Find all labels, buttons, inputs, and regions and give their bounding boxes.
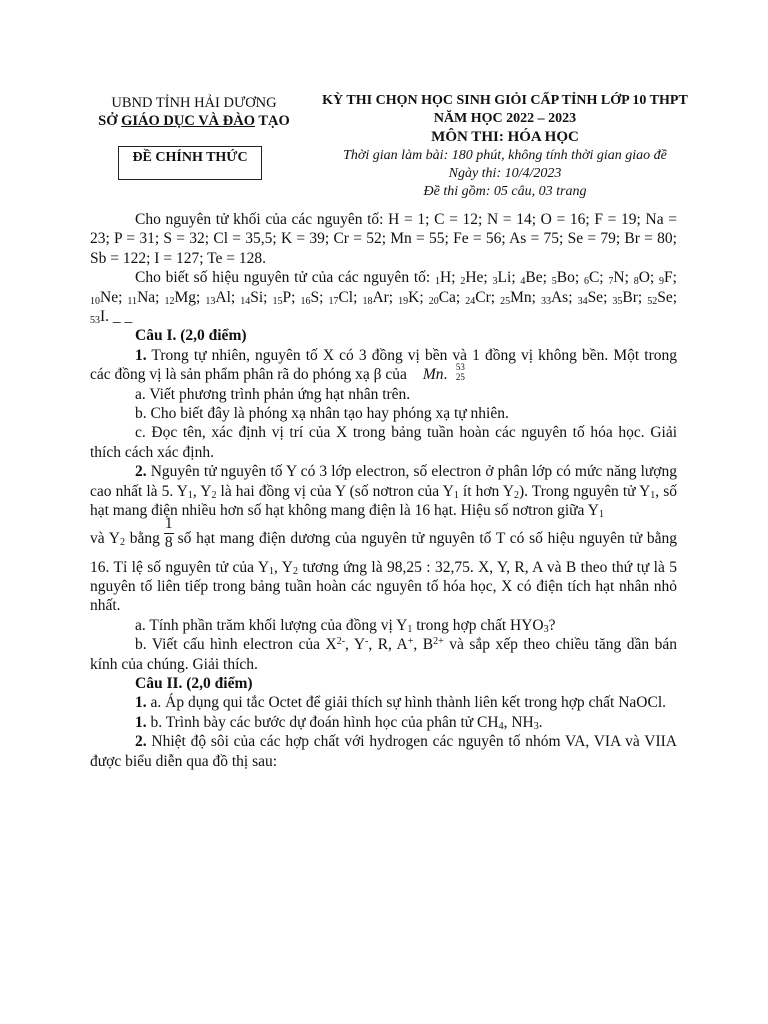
element-atomic-number: 12 [164,295,175,307]
issuer-department [80,112,308,130]
q1-part2-text: Nguyên tử nguyên tố Y có 3 lớp electron, số electron ở phân lớp có mức năng lượng cao nhất là 5. Y [90,463,677,500]
element-symbol: H [440,269,452,287]
element-li [493,269,512,286]
element-symbol: Se [657,288,673,306]
q1-2b-text: , Y [345,636,366,654]
element-symbol: Bo [556,269,575,287]
element-symbol: Ca [438,288,456,306]
subscript: 1 [650,489,656,501]
element-atomic-number: 2 [460,276,466,288]
element-atomic-number: 1 [435,276,441,288]
q1-2b [90,635,677,674]
element-atomic-number: 18 [362,295,373,307]
exam-subject: MÔN THI: HÓA HỌC [431,129,579,145]
element-mn [500,289,532,306]
element-atomic-number: 17 [328,295,339,307]
element-atomic-number: 6 [583,276,589,288]
element-atomic-number: 4 [520,276,526,288]
q1-part1 [90,346,677,385]
element-atomic-number: 35 [612,295,623,307]
q1-1a: a. Viết phương trình phản ứng hạt nhân trên. [135,385,411,403]
q1-part2-text: , Y [274,558,293,576]
q2-2-number: 2. [135,733,147,751]
fraction-denominator: 8 [164,533,173,551]
element-o [634,269,650,286]
issuer-department-post: TẠO [255,113,290,129]
element-mg [164,289,196,306]
element-atomic-number: 9 [659,276,665,288]
element-atomic-number: 33 [540,295,551,307]
element-symbol: O [638,269,650,287]
element-i [90,308,109,325]
element-br [612,289,638,306]
element-symbol: Se [587,288,604,306]
element-symbol: Cl [338,288,354,306]
q1-2a [90,616,677,635]
element-atomic-number: 24 [465,295,476,307]
subscript: 1 [598,509,604,521]
element-be [520,269,542,286]
element-ca [429,289,456,306]
element-ar [362,289,388,306]
subscript: 3 [533,720,539,732]
q1-part2-text: ). Trong nguyên tử Y [518,482,651,500]
element-atomic-number: 10 [90,295,100,307]
official-exam-label: ĐỀ CHÍNH THỨC [132,150,248,165]
element-atomic-number: 3 [492,276,498,288]
q1-part1-number: 1. [135,346,147,364]
subscript: 2 [513,489,519,501]
element-list: $_1$H; $_2$He; $_3$Li; $_4$Be; $_5$Bo; $_6$C; $_7$N; $_8$O; $_9$F; $_{10}$Ne; $_{11}$Na; $_{12}$Mg; $_{13}$Al; $_{14}$Si; $_{15}$P; $_{16}$S; $_{17}$Cl; $_{18}$Ar; $_{19}$K; $_{20}$Ca; $_{24}$Cr; $_{25}$Mn; $_{33}$As; $_{34}$Se; $_{35}$Br; $_{52}$Se; $_{53}$I. [90,269,678,327]
q1-part2-text: và Y [90,529,120,547]
element-p [273,289,292,306]
superscript: - [365,636,369,648]
q2-1b-number: 1. [135,713,147,731]
element-atomic-number: 14 [240,295,251,307]
fraction-numerator: 1 [164,514,173,532]
q1-part2-text: ít hơn Y [458,482,514,500]
element-symbol: Ne [100,288,119,306]
element-symbol: Cr [475,288,491,306]
element-atomic-number: 11 [127,295,138,307]
element-atomic-number: 13 [205,295,216,307]
element-na [127,289,155,306]
q1-2a-text: ? [548,616,556,634]
superscript: + [407,636,414,648]
element-atomic-number: 34 [577,295,588,307]
element-symbol: Be [525,269,543,287]
element-symbol: F [664,269,673,287]
exam-duration: Thời gian làm bài: 180 phút, không tính thời gian giao đề [343,148,667,163]
subscript: 4 [498,720,504,732]
question-1-title: Câu I. (2,0 điểm) [135,327,247,345]
issuer-department-pre: SỞ [98,113,122,129]
element-ne [90,289,118,306]
issuer-department-underlined: GIÁO DỤC VÀ ĐÀO [121,113,256,129]
q2-1a [90,693,677,712]
element-symbol: I. [100,308,110,326]
school-year: NĂM HỌC 2022 – 2023 [433,111,577,126]
element-al [205,289,231,306]
element-k [398,289,419,306]
element-f [659,269,673,286]
element-symbol: Na [137,288,156,306]
subscript: 1 [453,489,459,501]
element-cl [328,289,353,306]
element-symbol: P [282,288,292,306]
q2-2 [90,732,677,771]
element-symbol: Br [622,288,638,306]
subscript: 3 [543,623,549,635]
atomic-numbers-end: _ _ [109,308,133,326]
exam-date: Ngày thi: 10/4/2023 [448,166,562,181]
issuer-block [80,94,308,130]
mn-atomic-number: 25 [455,372,465,383]
q1-part2-text: tương ứng là 98,25 : 32,75. X, Y, R, A và B theo thứ tự là 5 nguyên tố liên tiếp trong bảng tuần hoàn các nguyên tố hóa học, X có điện tích hạt nhân nhỏ nhất. [90,558,678,615]
element-symbol: S [310,288,320,306]
element-symbol: As [550,288,569,306]
exam-title: KỲ THI CHỌN HỌC SINH GIỎI CẤP TỈNH LỚP 10 THPT [322,93,688,108]
q2-1b [90,713,677,732]
question-2-title: Câu II. (2,0 điểm) [135,674,253,692]
superscript: 2+ [433,636,444,648]
element-atomic-number: 8 [633,276,639,288]
mn-symbol: Mn [422,366,444,384]
element-se [578,289,604,306]
element-c [584,269,599,286]
q1-part2-text: bằng [124,529,160,547]
subscript: 2 [292,565,298,577]
element-symbol: Si [250,288,264,306]
element-symbol: Ar [372,288,389,306]
exam-body [90,210,677,771]
element-se [647,289,673,306]
element-atomic-number: 25 [500,295,511,307]
q1-part2-continued [90,514,678,616]
subscript: 2 [211,489,217,501]
element-atomic-number: 7 [608,276,614,288]
element-symbol: K [408,288,420,306]
element-h [435,269,451,286]
q2-1a-text: a. Áp dụng qui tắc Octet để giải thích sự hình thành liên kết trong hợp chất NaOCl. [146,694,666,712]
q1-part1-end: . [443,366,448,384]
element-symbol: Mg [174,288,197,306]
exam-info-block [308,92,702,201]
q1-2b-text: b. Viết cấu hình electron của X [135,636,337,654]
superscript: 2- [336,636,346,648]
element-atomic-number: 16 [300,295,311,307]
official-exam-box [118,146,262,180]
q1-1c: c. Đọc tên, xác định vị trí của X trong bảng tuần hoàn các nguyên tố hóa học. Giải thích cách xác định. [90,424,677,461]
q1-part1-text: Trong tự nhiên, nguyên tố X có 3 đồng vị bền và 1 đồng vị không bền. Một trong các đồng vị là sản phẩm phân rã do phóng xạ β của [90,346,677,384]
subscript: 1 [269,565,275,577]
element-symbol: N [613,269,625,287]
q1-2b-text: , B [413,636,434,654]
element-n [608,269,624,286]
element-he [460,269,483,286]
element-as [541,289,568,306]
element-bo [552,269,575,286]
element-atomic-number: 53 [90,315,100,327]
q2-1b-text: b. Trình bày các bước dự đoán hình học của phân tử CH [146,713,499,731]
q1-part2-number: 2. [135,463,147,481]
element-symbol: Mn [510,288,532,306]
element-cr [465,289,491,306]
q2-2-text: Nhiệt độ sôi của các hợp chất với hydrogen các nguyên tố nhóm VA, VIA và VIIA được biểu diễn qua đồ thị sau: [90,733,677,770]
element-atomic-number: 52 [647,295,658,307]
element-s [300,289,319,306]
q1-part2 [90,462,677,520]
element-symbol: Li [497,269,512,287]
q1-part2-text: số hạt mang điện dương của nguyên tử nguyên tố T có số hiệu nguyên tử bằng 16. Tỉ lệ số nguyên tử của Y [90,529,677,576]
element-atomic-number: 5 [551,276,557,288]
mn-mass-number: 53 [455,362,465,373]
subscript: 2 [119,536,125,548]
q1-part2-text: là hai đồng vị của Y (số nơtron của Y [216,482,454,500]
element-symbol: He [465,269,484,287]
issuer-province: UBND TỈNH HẢI DƯƠNG [111,95,277,111]
subscript: 1 [407,623,413,635]
element-symbol: Al [215,288,231,306]
page-info: Đề thi gồm: 05 câu, 03 trang [423,184,587,199]
subscript: 1 [187,489,193,501]
atomic-masses: Cho nguyên tử khối của các nguyên tố: H = 1; C = 12; N = 14; O = 16; F = 19; Na = 23; P = 31; S = 32; Cl = 35,5; K = 39; Cr = 52; Mn = 55; Fe = 56; As = 75; Se = 79; Br = 80; Sb = 122; I = 127; Te = 128. [90,211,677,267]
q1-2b-text: và sắp xếp theo chiều tăng dần bán kính của chúng. Giải thích. [90,636,677,673]
atomic-numbers-lead: Cho biết số hiệu nguyên tử của các nguyên tố: [135,269,436,287]
q1-part2-text: , Y [192,482,212,500]
element-si [240,289,263,306]
element-atomic-number: 19 [398,295,409,307]
element-atomic-number: 15 [272,295,283,307]
q1-part2-text: , số hạt mang điện nhiều hơn số hạt không mang điện là 16 hạt. Hiệu số nơtron giữa Y [90,482,677,520]
element-symbol: C [588,269,600,287]
q1-2a-text: trong hợp chất HYO [412,616,544,634]
fraction-one-eighth [164,515,174,552]
q1-2a-text: a. Tính phần trăm khối lượng của đồng vị Y [135,616,408,634]
q2-1a-number: 1. [135,694,147,712]
q2-1b-text: , NH [503,713,534,731]
q1-2b-text: , R, A [368,636,408,654]
element-atomic-number: 20 [428,295,439,307]
q1-1b: b. Cho biết đây là phóng xạ nhân tạo hay phóng xạ tự nhiên. [135,405,509,423]
atomic-numbers [90,268,677,326]
q2-1b-text: . [538,713,543,731]
